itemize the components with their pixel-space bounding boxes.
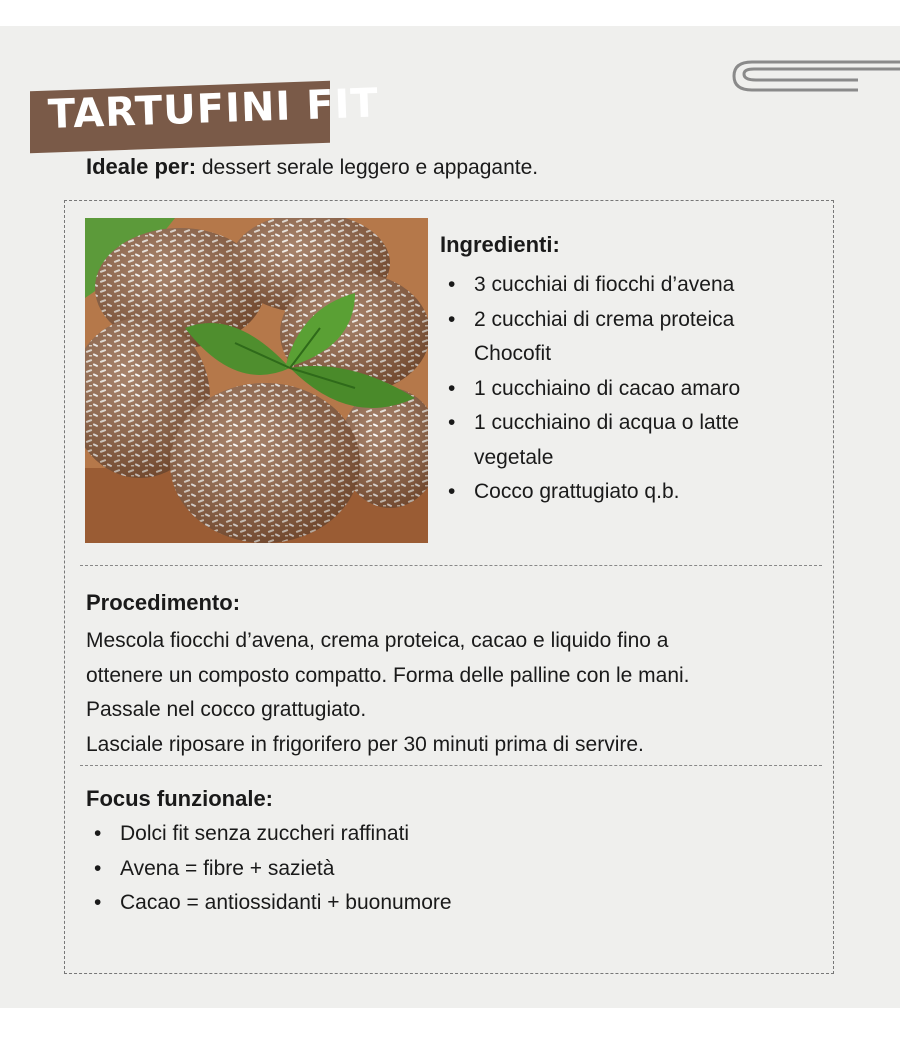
procedure-text bbox=[86, 624, 826, 762]
focus-title: Focus funzionale: bbox=[86, 786, 273, 811]
list-item: • Cocco grattugiato q.b. bbox=[446, 475, 806, 510]
ideal-text: dessert serale leggero e appagante. bbox=[196, 156, 539, 179]
ingredients-list bbox=[446, 268, 806, 510]
procedure-line: Passale nel cocco grattugiato. bbox=[86, 698, 367, 721]
truffles-illustration bbox=[85, 218, 428, 543]
procedure-line: Lasciale riposare in frigorifero per 30 minuti prima di servire. bbox=[86, 732, 644, 756]
ideal-for bbox=[86, 154, 538, 180]
list-item: • Dolci fit senza zuccheri raffinati bbox=[92, 817, 452, 852]
list-item: • 2 cucchiai di crema proteica Chocofit bbox=[446, 303, 774, 372]
focus-list bbox=[92, 817, 452, 921]
ingredients-title: Ingredienti: bbox=[440, 232, 560, 257]
procedure-line: Mescola fiocchi d’avena, crema proteica, cacao e liquido fino a bbox=[86, 629, 669, 652]
divider bbox=[80, 765, 822, 766]
list-item: • 1 cucchiaino di cacao amaro bbox=[446, 372, 806, 407]
procedure-title: Procedimento: bbox=[86, 590, 241, 615]
list-item: • Cacao = antiossidanti + buonumore bbox=[92, 886, 452, 921]
recipe-title: TARTUFINI FIT bbox=[47, 80, 380, 138]
truffles-photo bbox=[85, 218, 428, 543]
list-item: • 1 cucchiaino di acqua o latte vegetale bbox=[446, 406, 744, 475]
procedure-line: ottenere un composto compatto. Forma delle palline con le mani. bbox=[86, 663, 690, 687]
paperclip-icon bbox=[730, 56, 900, 96]
ideal-label: Ideale per: bbox=[86, 154, 197, 179]
list-item: • 3 cucchiai di fiocchi d’avena bbox=[446, 268, 806, 303]
list-item: • Avena = fibre + sazietà bbox=[92, 852, 452, 887]
divider bbox=[80, 565, 822, 566]
